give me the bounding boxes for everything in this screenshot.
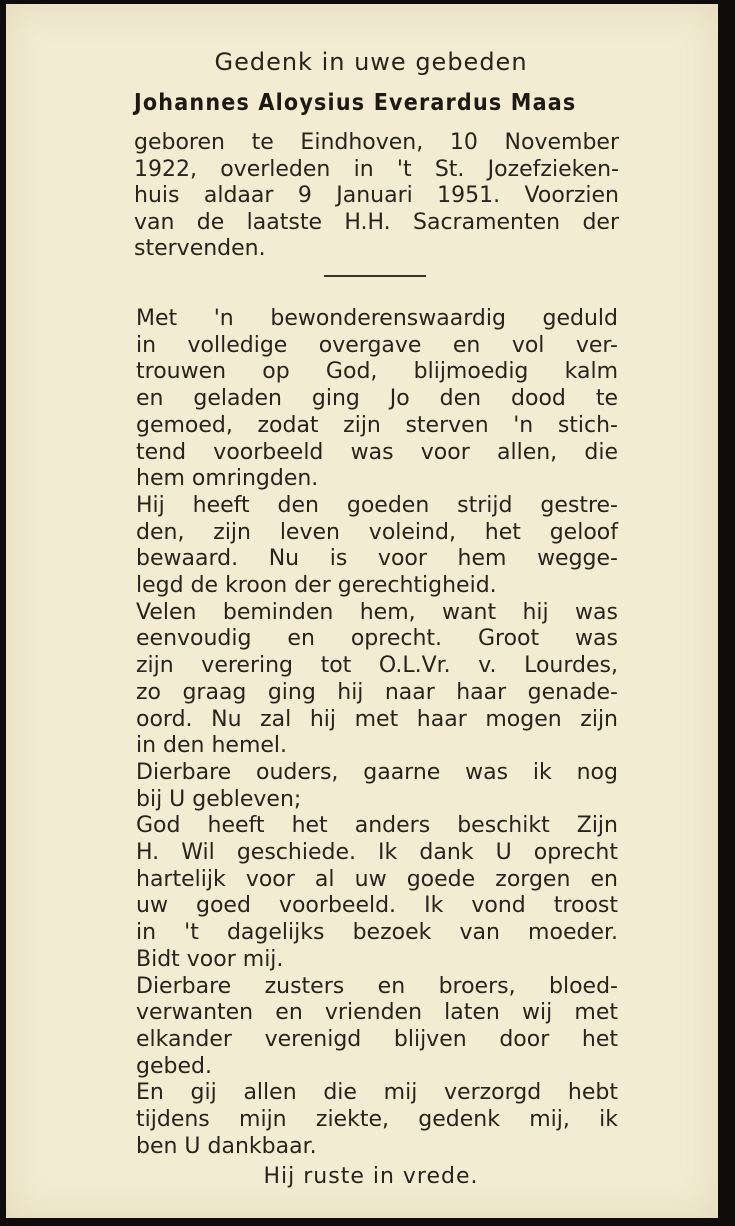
body-line: eenvoudig en oprecht. Groot was: [136, 626, 618, 652]
body-line: tend voorbeeld was voor allen, die: [136, 439, 618, 465]
intro-line: van de laatste H.H. Sacramenten der: [134, 209, 619, 235]
body-line: zijn verering tot O.L.Vr. v. Lourdes,: [136, 653, 618, 679]
body-line: God heeft het anders beschikt Zijn: [136, 813, 618, 839]
body-line: Dierbare zusters en broers, bloed-: [136, 973, 618, 999]
body-line: in den hemel.: [136, 733, 288, 759]
body-line: in volledige overgave en vol ver-: [136, 332, 618, 358]
intro-line: geboren te Eindhoven, 10 November: [134, 130, 619, 155]
body-line: Velen beminden hem, want hij was: [136, 599, 618, 625]
body-line: den, zijn leven voleind, het geloof: [136, 519, 618, 545]
intro-paragraph: [134, 130, 619, 263]
body-line: bewaard. Nu is voor hem wegge-: [136, 546, 618, 572]
memorial-text: [136, 306, 618, 1161]
memorial-card: [6, 4, 718, 1218]
body-line: en geladen ging Jo den dood te: [136, 386, 618, 412]
card-heading: Gedenk in uwe gebeden: [214, 48, 528, 76]
body-line: Hij heeft den goeden strijd gestre-: [136, 492, 618, 518]
deceased-name: Johannes Aloysius Everardus Maas: [134, 90, 577, 116]
scan-edge: [718, 0, 735, 1226]
body-line: in 't dagelijks bezoek van moeder.: [136, 920, 618, 946]
body-line: uw goed voorbeeld. Ik vond troost: [136, 893, 618, 919]
intro-line: huis aldaar 9 Januari 1951. Voorzien: [134, 183, 619, 208]
body-line: tijdens mijn ziekte, gedenk mij, ik: [136, 1107, 618, 1133]
body-line: trouwen op God, blijmoedig kalm: [136, 359, 618, 385]
body-line: Bidt voor mij.: [136, 946, 284, 972]
body-line: oord. Nu zal hij met haar mogen zijn: [136, 706, 618, 732]
body-line: gebed.: [136, 1053, 212, 1079]
body-line: Dierbare ouders, gaarne was ik nog: [136, 759, 618, 785]
body-line: hem omringden.: [136, 466, 319, 492]
body-line: verwanten en vrienden laten wij met: [136, 1000, 618, 1026]
body-line: legd de kroon der gerechtigheid.: [136, 573, 497, 599]
body-line: zo graag ging hij naar haar genade-: [136, 679, 618, 705]
closing-line: Hij ruste in vrede.: [263, 1164, 479, 1189]
divider-rule: [324, 275, 426, 277]
intro-line: 1922, overleden in 't St. Jozefzieken-: [134, 156, 619, 182]
body-line: En gij allen die mij verzorgd hebt: [136, 1080, 618, 1106]
body-line: bij U gebleven;: [136, 786, 302, 812]
body-line: Met 'n bewonderenswaardig geduld: [136, 306, 618, 331]
body-line: hartelijk voor al uw goede zorgen en: [136, 866, 618, 892]
body-line: ben U dankbaar.: [136, 1133, 317, 1159]
body-line: H. Wil geschiede. Ik dank U oprecht: [136, 840, 618, 866]
body-line: gemoed, zodat zijn sterven 'n stich-: [136, 412, 618, 438]
body-line: elkander verenigd blijven door het: [136, 1026, 618, 1052]
intro-line: stervenden.: [134, 236, 266, 261]
